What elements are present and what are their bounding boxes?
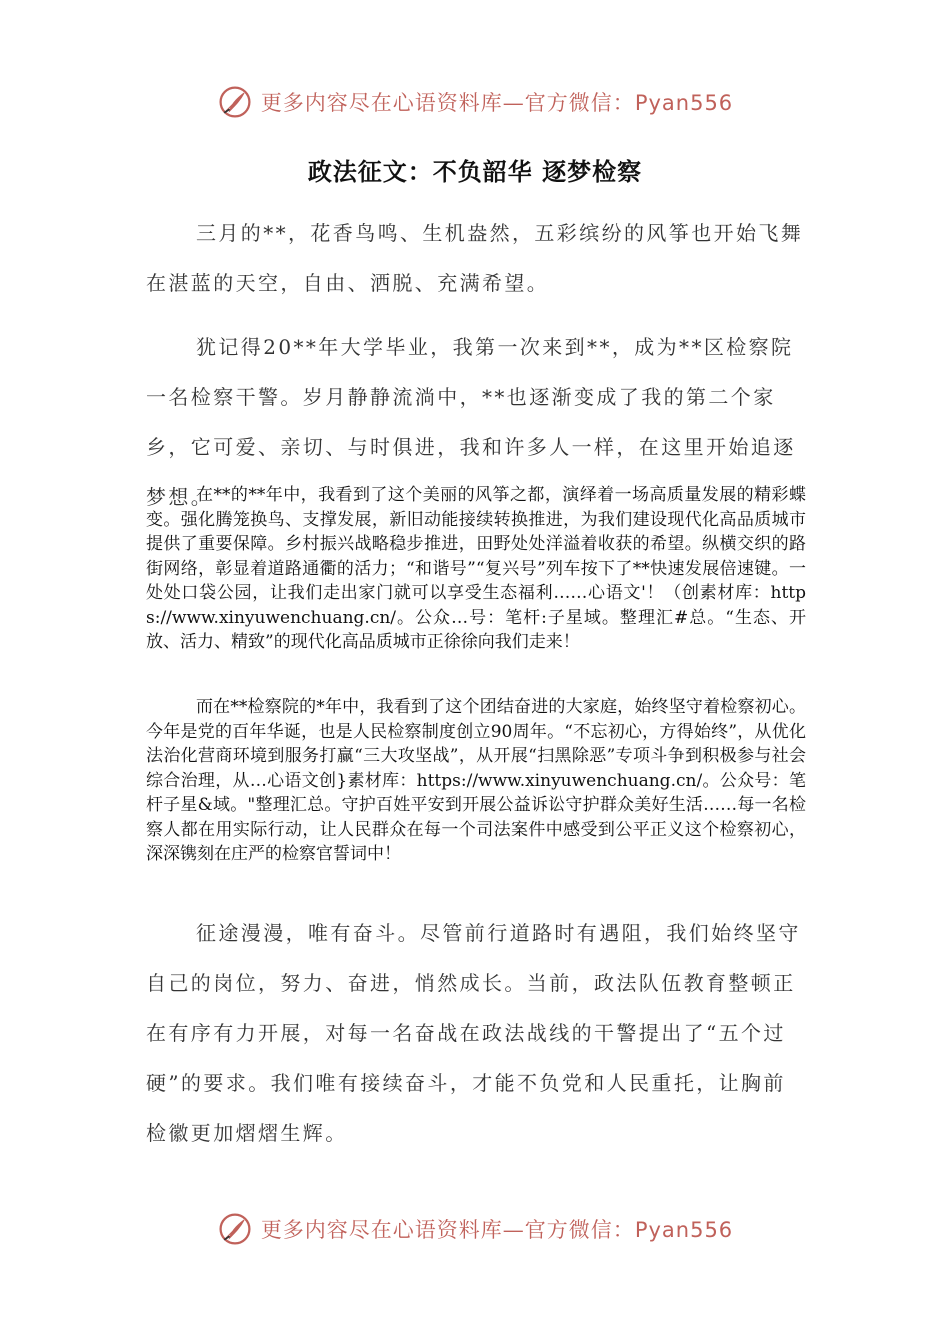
paragraph-5: 征途漫漫，唯有奋斗。尽管前行道路时有遇阻，我们始终坚守自己的岗位，努力、奋进，悄然成长。当前，政法队伍教育整顿正在有序有力开展，对每一名奋战在政法战线的干警提出了“五个过硬”的要求。我们唯有接续奋斗，才能不负党和人民重托，让胸前检徽更加熠熠生辉。	[146, 921, 801, 1145]
watermark-cn: 更多内容尽在心语资料库—官方微信：	[260, 1218, 635, 1242]
watermark-id: Pyan556	[634, 1218, 734, 1242]
watermark-text	[261, 87, 733, 117]
header-watermark	[0, 80, 950, 124]
paragraph-4: 而在**检察院的*年中，我看到了这个团结奋进的大家庭，始终坚守着检察初心。今年是党的百年华诞，也是人民检察制度创立90周年。“不忘初心，方得始终”，从优化法治化营商环境到服务打赢“三大攻坚战”，从开展“扫黑除恶”专项斗争到积极参与社会综合治理，从…心语文创}素材库：https://www.xinyuwenchuang.cn/。公众号：笔杆子星&域。"整理汇总。守护百姓平安到开展公益诉讼守护群众美好生活……每一名检察人都在用实际行动，让人民群众在每一个司法案件中感受到公平正义这个检察初心，深深镌刻在庄严的检察官誓词中！	[146, 697, 806, 864]
document-title: 政法征文：不负韶华 逐梦检察	[307, 158, 643, 186]
feather-pen-logo-icon	[217, 1211, 253, 1247]
footer-watermark	[0, 1207, 950, 1251]
paragraph-2: 犹记得20**年大学毕业，我第一次来到**，成为**区检察院一名检察干警。岁月静静流淌中，**也逐渐变成了我的第二个家乡，它可爱、亲切、与时俱进，我和许多人一样，在这里开始追逐梦想。	[146, 335, 796, 509]
feather-pen-logo-icon	[217, 84, 253, 120]
paragraph-3: 在**的**年中，我看到了这个美丽的风筝之都，演绎着一场高质量发展的精彩蝶变。强化腾笼换鸟、支撑发展，新旧动能接续转换推进，为我们建设现代化高品质城市提供了重要保障。乡村振兴战略稳步推进，田野处处洋溢着收获的希望。纵横交织的路街网络，彰显着道路通衢的活力；“和谐号”“复兴号”列车按下了**快速发展倍速键。一处处口袋公园，让我们走出家门就可以享受生态福利……心语文'！（创素材库：https://www.xinyuwenchuang.cn/。公众…号：笔杆:子星域。整理汇#总。“生态、开放、活力、精致”的现代化高品质城市正徐徐向我们走来！	[146, 485, 806, 652]
paragraph-1: 三月的**，花香鸟鸣、生机盎然，五彩缤纷的风筝也开始飞舞在湛蓝的天空，自由、洒脱、充满希望。	[146, 221, 804, 295]
watermark-text	[261, 1214, 733, 1244]
watermark-id: Pyan556	[634, 91, 734, 115]
watermark-cn: 更多内容尽在心语资料库—官方微信：	[260, 91, 635, 115]
